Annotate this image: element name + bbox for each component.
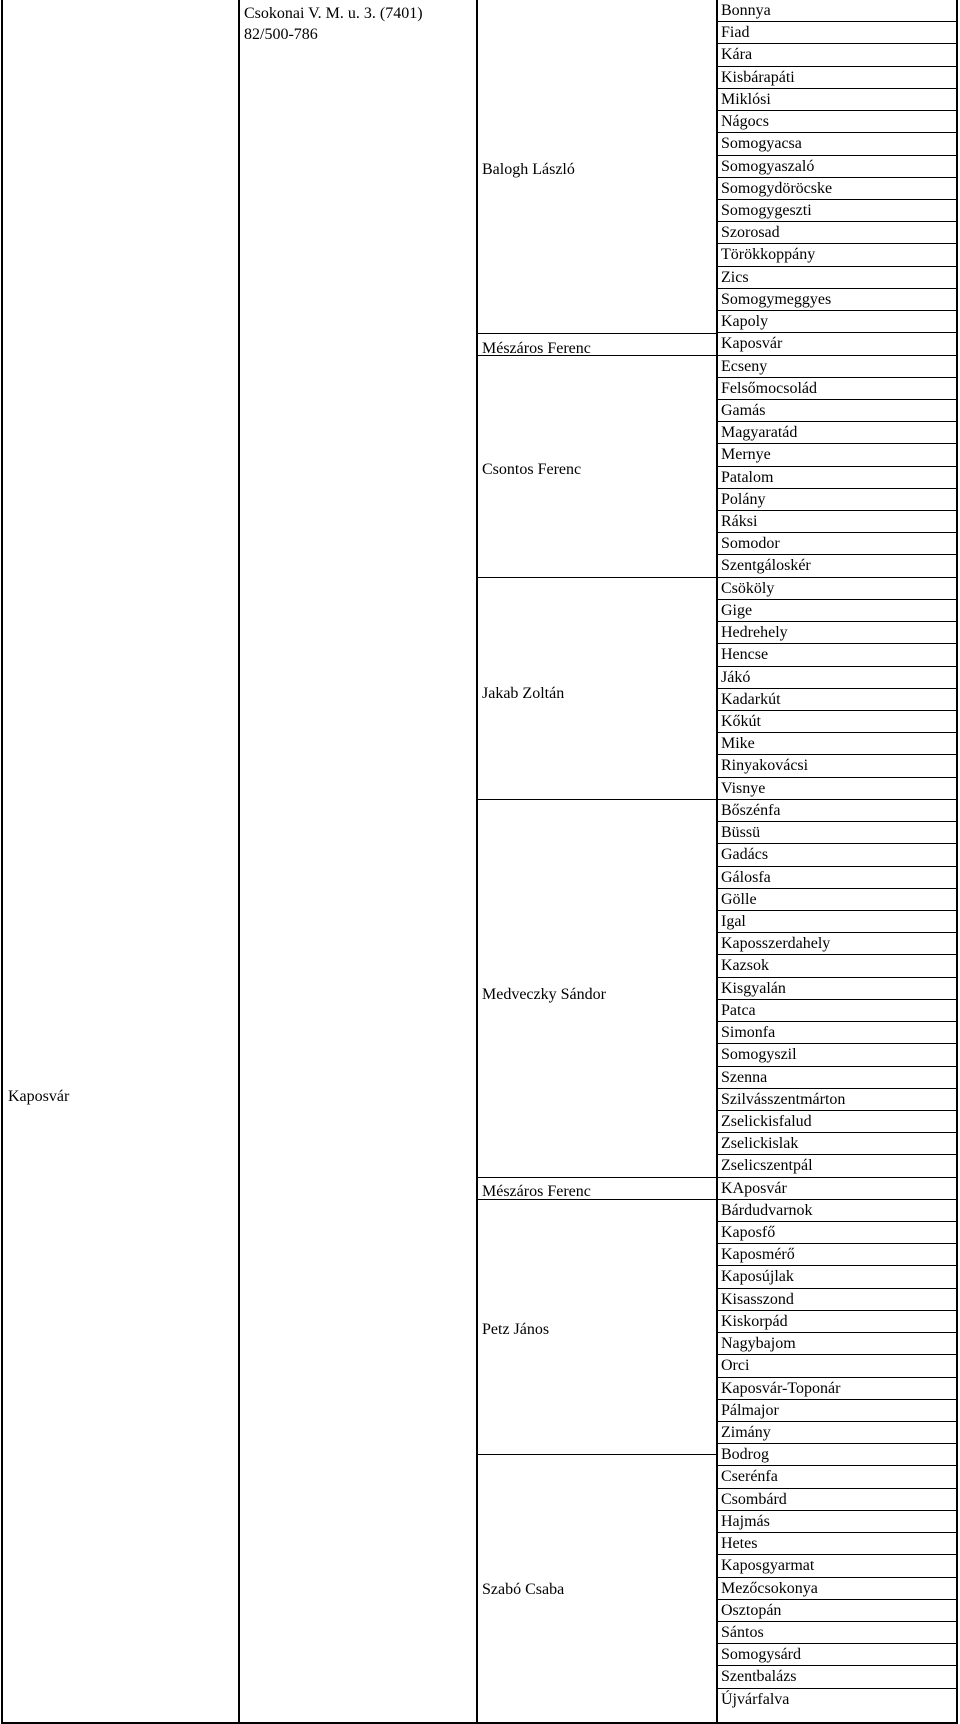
settlement-cell: Mernye: [718, 444, 958, 466]
group-divider: [477, 1454, 718, 1455]
settlement-cell: Fiad: [718, 22, 958, 44]
settlement-cell: Kaposszerdahely: [718, 933, 958, 955]
settlement-cell: Kiskorpád: [718, 1311, 958, 1333]
settlement-cell: Kőkút: [718, 711, 958, 733]
settlement-cell: Kisbárapáti: [718, 67, 958, 89]
settlement-cell: Cserénfa: [718, 1466, 958, 1488]
settlement-cell: Somogyszil: [718, 1044, 958, 1066]
settlement-cell: Szentgáloskér: [718, 555, 958, 577]
settlement-cell: Kaposfő: [718, 1222, 958, 1244]
settlement-cell: Pálmajor: [718, 1400, 958, 1422]
settlement-cell: KAposvár: [718, 1178, 958, 1200]
settlement-cell: Csököly: [718, 578, 958, 600]
settlement-cell: Hedrehely: [718, 622, 958, 644]
settlement-cell: Zselickisfalud: [718, 1111, 958, 1133]
person-name: Jakab Zoltán: [482, 685, 565, 702]
settlement-cell: Kisasszond: [718, 1289, 958, 1311]
settlement-cell: Mike: [718, 733, 958, 755]
settlement-cell: Jákó: [718, 667, 958, 689]
settlement-cell: Gálosfa: [718, 867, 958, 889]
settlement-cell: Törökkoppány: [718, 244, 958, 266]
group-divider: [477, 333, 718, 334]
settlement-cell: Zics: [718, 267, 958, 289]
settlement-cell: Orci: [718, 1355, 958, 1377]
person-name: Szabó Csaba: [482, 1581, 565, 1598]
settlement-cell: Gamás: [718, 400, 958, 422]
settlement-cell: Osztopán: [718, 1600, 958, 1622]
settlement-cell: Simonfa: [718, 1022, 958, 1044]
person-name: Balogh László: [482, 161, 575, 178]
settlement-cell: Szorosad: [718, 222, 958, 244]
settlement-cell: Zselickislak: [718, 1133, 958, 1155]
settlement-cell: Kaposújlak: [718, 1266, 958, 1288]
settlement-cell: Hetes: [718, 1533, 958, 1555]
settlement-cell: Szilvásszentmárton: [718, 1089, 958, 1111]
settlement-cell: Somogysárd: [718, 1644, 958, 1666]
group-divider: [477, 577, 718, 578]
settlement-cell: Kára: [718, 44, 958, 66]
settlement-cell: Bodrog: [718, 1444, 958, 1466]
settlement-cell: Visnye: [718, 778, 958, 800]
settlement-cell: Kisgyalán: [718, 978, 958, 1000]
settlement-cell: Szenna: [718, 1067, 958, 1089]
settlement-cell: Somogydöröcske: [718, 178, 958, 200]
settlement-cell: Gadács: [718, 844, 958, 866]
institution-address: Csokonai V. M. u. 3. (7401): [244, 5, 423, 22]
group-divider: [477, 1177, 718, 1178]
settlement-cell: Felsőmocsolád: [718, 378, 958, 400]
person-name: Petz János: [482, 1321, 550, 1338]
settlement-cell: Somogyacsa: [718, 133, 958, 155]
settlement-list: [718, 0, 958, 1711]
settlement-cell: Bonnya: [718, 0, 958, 22]
person-name: Medveczky Sándor: [482, 986, 606, 1003]
settlement-cell: Somodor: [718, 533, 958, 555]
settlement-cell: Ráksi: [718, 511, 958, 533]
settlement-cell: Igal: [718, 911, 958, 933]
settlement-cell: Csombárd: [718, 1489, 958, 1511]
settlement-cell: Hajmás: [718, 1511, 958, 1533]
settlement-cell: Nagybajom: [718, 1333, 958, 1355]
institution-phone: 82/500-786: [244, 26, 318, 43]
column-border-1: [238, 0, 240, 1722]
settlement-cell: Hencse: [718, 644, 958, 666]
settlement-cell: Bőszénfa: [718, 800, 958, 822]
settlement-cell: Kaposgyarmat: [718, 1555, 958, 1577]
settlement-cell: Polány: [718, 489, 958, 511]
settlement-cell: Büssü: [718, 822, 958, 844]
settlement-cell: Újvárfalva: [721, 1690, 790, 1708]
settlement-cell: Somogygeszti: [718, 200, 958, 222]
person-name: Mészáros Ferenc: [482, 340, 591, 357]
settlement-cell: Nágocs: [718, 111, 958, 133]
settlement-cell: Patca: [718, 1000, 958, 1022]
settlement-cell: Magyaratád: [718, 422, 958, 444]
city-cell: Kaposvár: [8, 1088, 70, 1105]
settlement-cell: Somogymeggyes: [718, 289, 958, 311]
settlement-cell: Gölle: [718, 889, 958, 911]
settlement-cell: Zimány: [718, 1422, 958, 1444]
settlement-cell: Kapoly: [718, 311, 958, 333]
settlement-cell: Mezőcsokonya: [718, 1578, 958, 1600]
settlement-cell: Rinyakovácsi: [718, 755, 958, 777]
person-name: Mészáros Ferenc: [482, 1183, 591, 1200]
settlement-cell: Patalom: [718, 467, 958, 489]
settlement-cell: Gige: [718, 600, 958, 622]
settlement-cell: Kaposvár-Toponár: [718, 1378, 958, 1400]
settlement-cell: Kaposvár: [718, 333, 958, 355]
person-name: Csontos Ferenc: [482, 461, 582, 478]
group-divider: [477, 799, 718, 800]
settlement-cell: Kaposmérő: [718, 1244, 958, 1266]
settlement-cell: Bárdudvarnok: [718, 1200, 958, 1222]
settlement-cell: Kadarkút: [718, 689, 958, 711]
settlement-cell: Zselicszentpál: [718, 1155, 958, 1177]
settlement-cell: Miklósi: [718, 89, 958, 111]
settlement-cell: Kazsok: [718, 955, 958, 977]
settlement-cell: Somogyaszaló: [718, 156, 958, 178]
settlement-cell: Ecseny: [718, 356, 958, 378]
settlement-cell: Sántos: [718, 1622, 958, 1644]
column-border-left: [1, 0, 3, 1722]
column-border-2: [476, 0, 478, 1722]
settlement-cell: Szentbalázs: [718, 1666, 958, 1688]
